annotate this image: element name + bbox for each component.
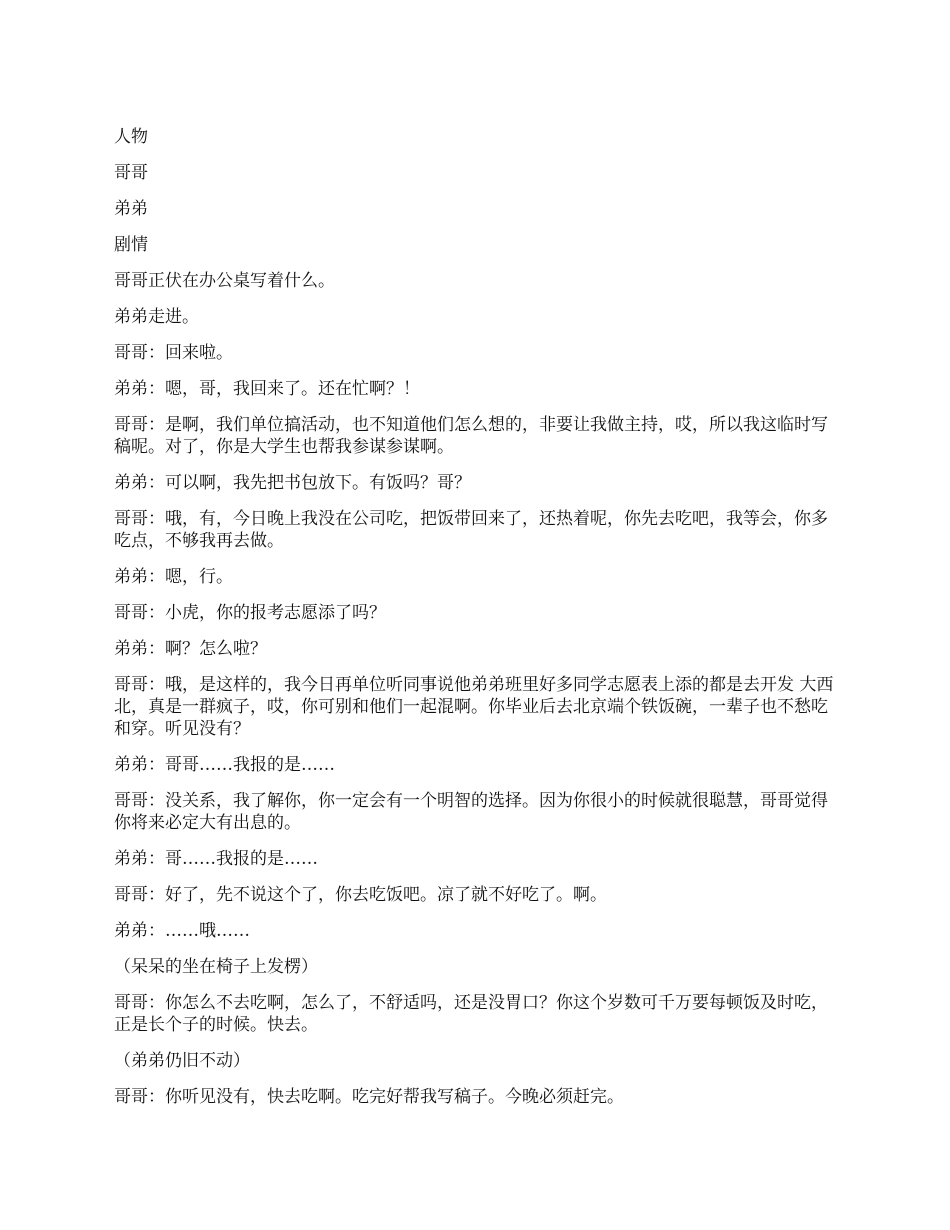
dialogue-line: 哥哥：好了，先不说这个了，你去吃饭吧。凉了就不好吃了。啊。	[114, 885, 607, 905]
stage-direction: （弟弟仍旧不动）	[114, 1051, 250, 1071]
dialogue-line: 弟弟：哥……我报的是……	[114, 849, 318, 869]
dialogue-line: 哥哥：哦，是这样的，我今日再单位听同事说他弟弟班里好多同学志愿表上添的都是去开发 大西北，真是一群疯子，哎，你可别和他们一起混啊。你毕业后去北京端个铁饭碗，一辈子也不愁吃和穿。听见没有？	[114, 675, 834, 739]
dialogue-line: 哥哥：回来啦。	[114, 343, 233, 363]
dialogue-line: 哥哥：小虎，你的报考志愿添了吗？	[114, 603, 386, 623]
dialogue-line: 哥哥：是啊，我们单位搞活动，也不知道他们怎么想的，非要让我做主持，哎，所以我这临时写稿呢。对了，你是大学生也帮我参谋参谋啊。	[114, 415, 828, 457]
dialogue-line: 哥哥：你怎么不去吃啊，怎么了，不舒适吗，还是没胃口？你这个岁数可千万要每顿饭及时吃，正是长个子的时候。快去。	[114, 993, 828, 1035]
dialogue-line: 哥哥：哦，有，今日晚上我没在公司吃，把饭带回来了，还热着呢，你先去吃吧，我等会，你多吃点，不够我再去做。	[114, 509, 828, 551]
character-brother: 哥哥	[114, 163, 148, 183]
heading-plot: 剧情	[114, 235, 148, 255]
dialogue-line: 弟弟：可以啊，我先把书包放下。有饭吗？哥？	[114, 473, 471, 493]
document-body	[114, 126, 844, 1122]
dialogue-line: 弟弟：嗯，哥，我回来了。还在忙啊？！	[114, 379, 420, 399]
dialogue-line: 哥哥：没关系，我了解你，你一定会有一个明智的选择。因为你很小的时候就很聪慧，哥哥觉得你将来必定大有出息的。	[114, 791, 828, 833]
dialogue-line: 哥哥：你听见没有，快去吃啊。吃完好帮我写稿子。今晚必须赶完。	[114, 1087, 624, 1107]
stage-direction: （呆呆的坐在椅子上发楞）	[114, 957, 318, 977]
stage-direction: 哥哥正伏在办公桌写着什么。	[114, 271, 335, 291]
heading-characters: 人物	[114, 127, 148, 147]
character-younger-brother: 弟弟	[114, 199, 148, 219]
stage-direction: 弟弟走进。	[114, 307, 199, 327]
dialogue-line: 弟弟：嗯，行。	[114, 567, 233, 587]
dialogue-line: 弟弟：……哦……	[114, 921, 250, 941]
dialogue-line: 弟弟：哥哥……我报的是……	[114, 755, 335, 775]
dialogue-line: 弟弟：啊？怎么啦？	[114, 639, 267, 659]
